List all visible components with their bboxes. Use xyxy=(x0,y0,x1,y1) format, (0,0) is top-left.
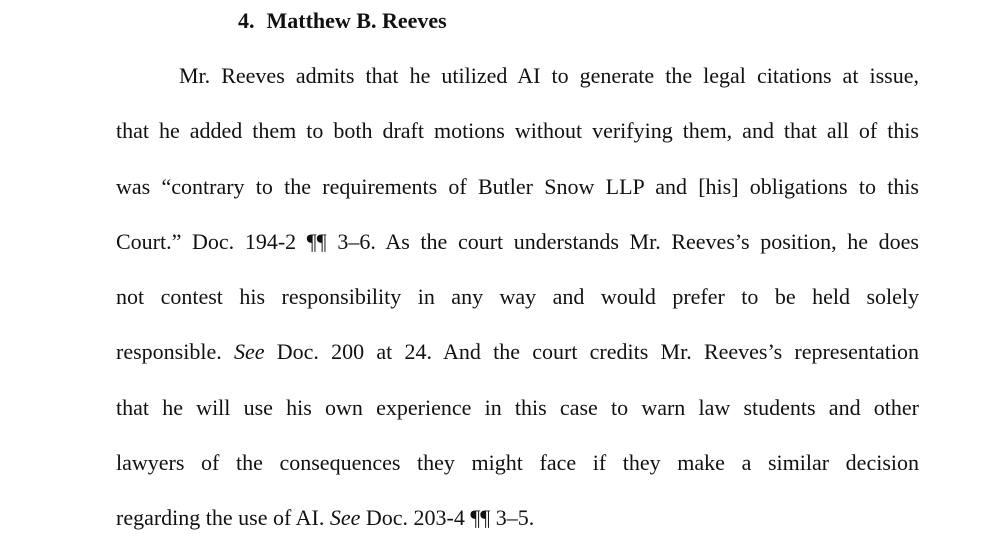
paragraph-line xyxy=(116,338,919,366)
line-text: responsible. xyxy=(116,339,234,365)
line-text: regarding the use of AI. xyxy=(116,505,330,531)
section-title: Matthew B. Reeves xyxy=(266,8,447,33)
body-paragraph xyxy=(116,62,919,560)
section-number: 4. xyxy=(238,8,255,33)
signal-see: See xyxy=(233,339,265,365)
paragraph-line: that he will use his own experience in this case to warn law students and other xyxy=(116,394,919,420)
line-text: Doc. 200 at 24. And the court credits Mr. Reeves’s representation xyxy=(264,339,920,365)
paragraph-line: lawyers of the consequences they might face if they make a similar decision xyxy=(116,450,919,476)
paragraph-line: not contest his responsibility in any way and would prefer to be held solely xyxy=(116,284,919,310)
paragraph-line: that he added them to both draft motions without verifying them, and that all of this xyxy=(116,118,919,144)
paragraph-line: Mr. Reeves admits that he utilized AI to generate the legal citations at issue, xyxy=(179,63,919,88)
paragraph-line xyxy=(116,504,919,532)
paragraph-line: was “contrary to the requirements of Butler Snow LLP and [his] obligations to this xyxy=(116,173,919,199)
paragraph-line: Court.” Doc. 194-2 ¶¶ 3–6. As the court understands Mr. Reeves’s position, he does xyxy=(116,228,919,254)
line-text: Doc. 203-4 ¶¶ 3–5. xyxy=(360,505,535,531)
section-heading xyxy=(238,7,447,35)
signal-see: See xyxy=(329,505,361,531)
